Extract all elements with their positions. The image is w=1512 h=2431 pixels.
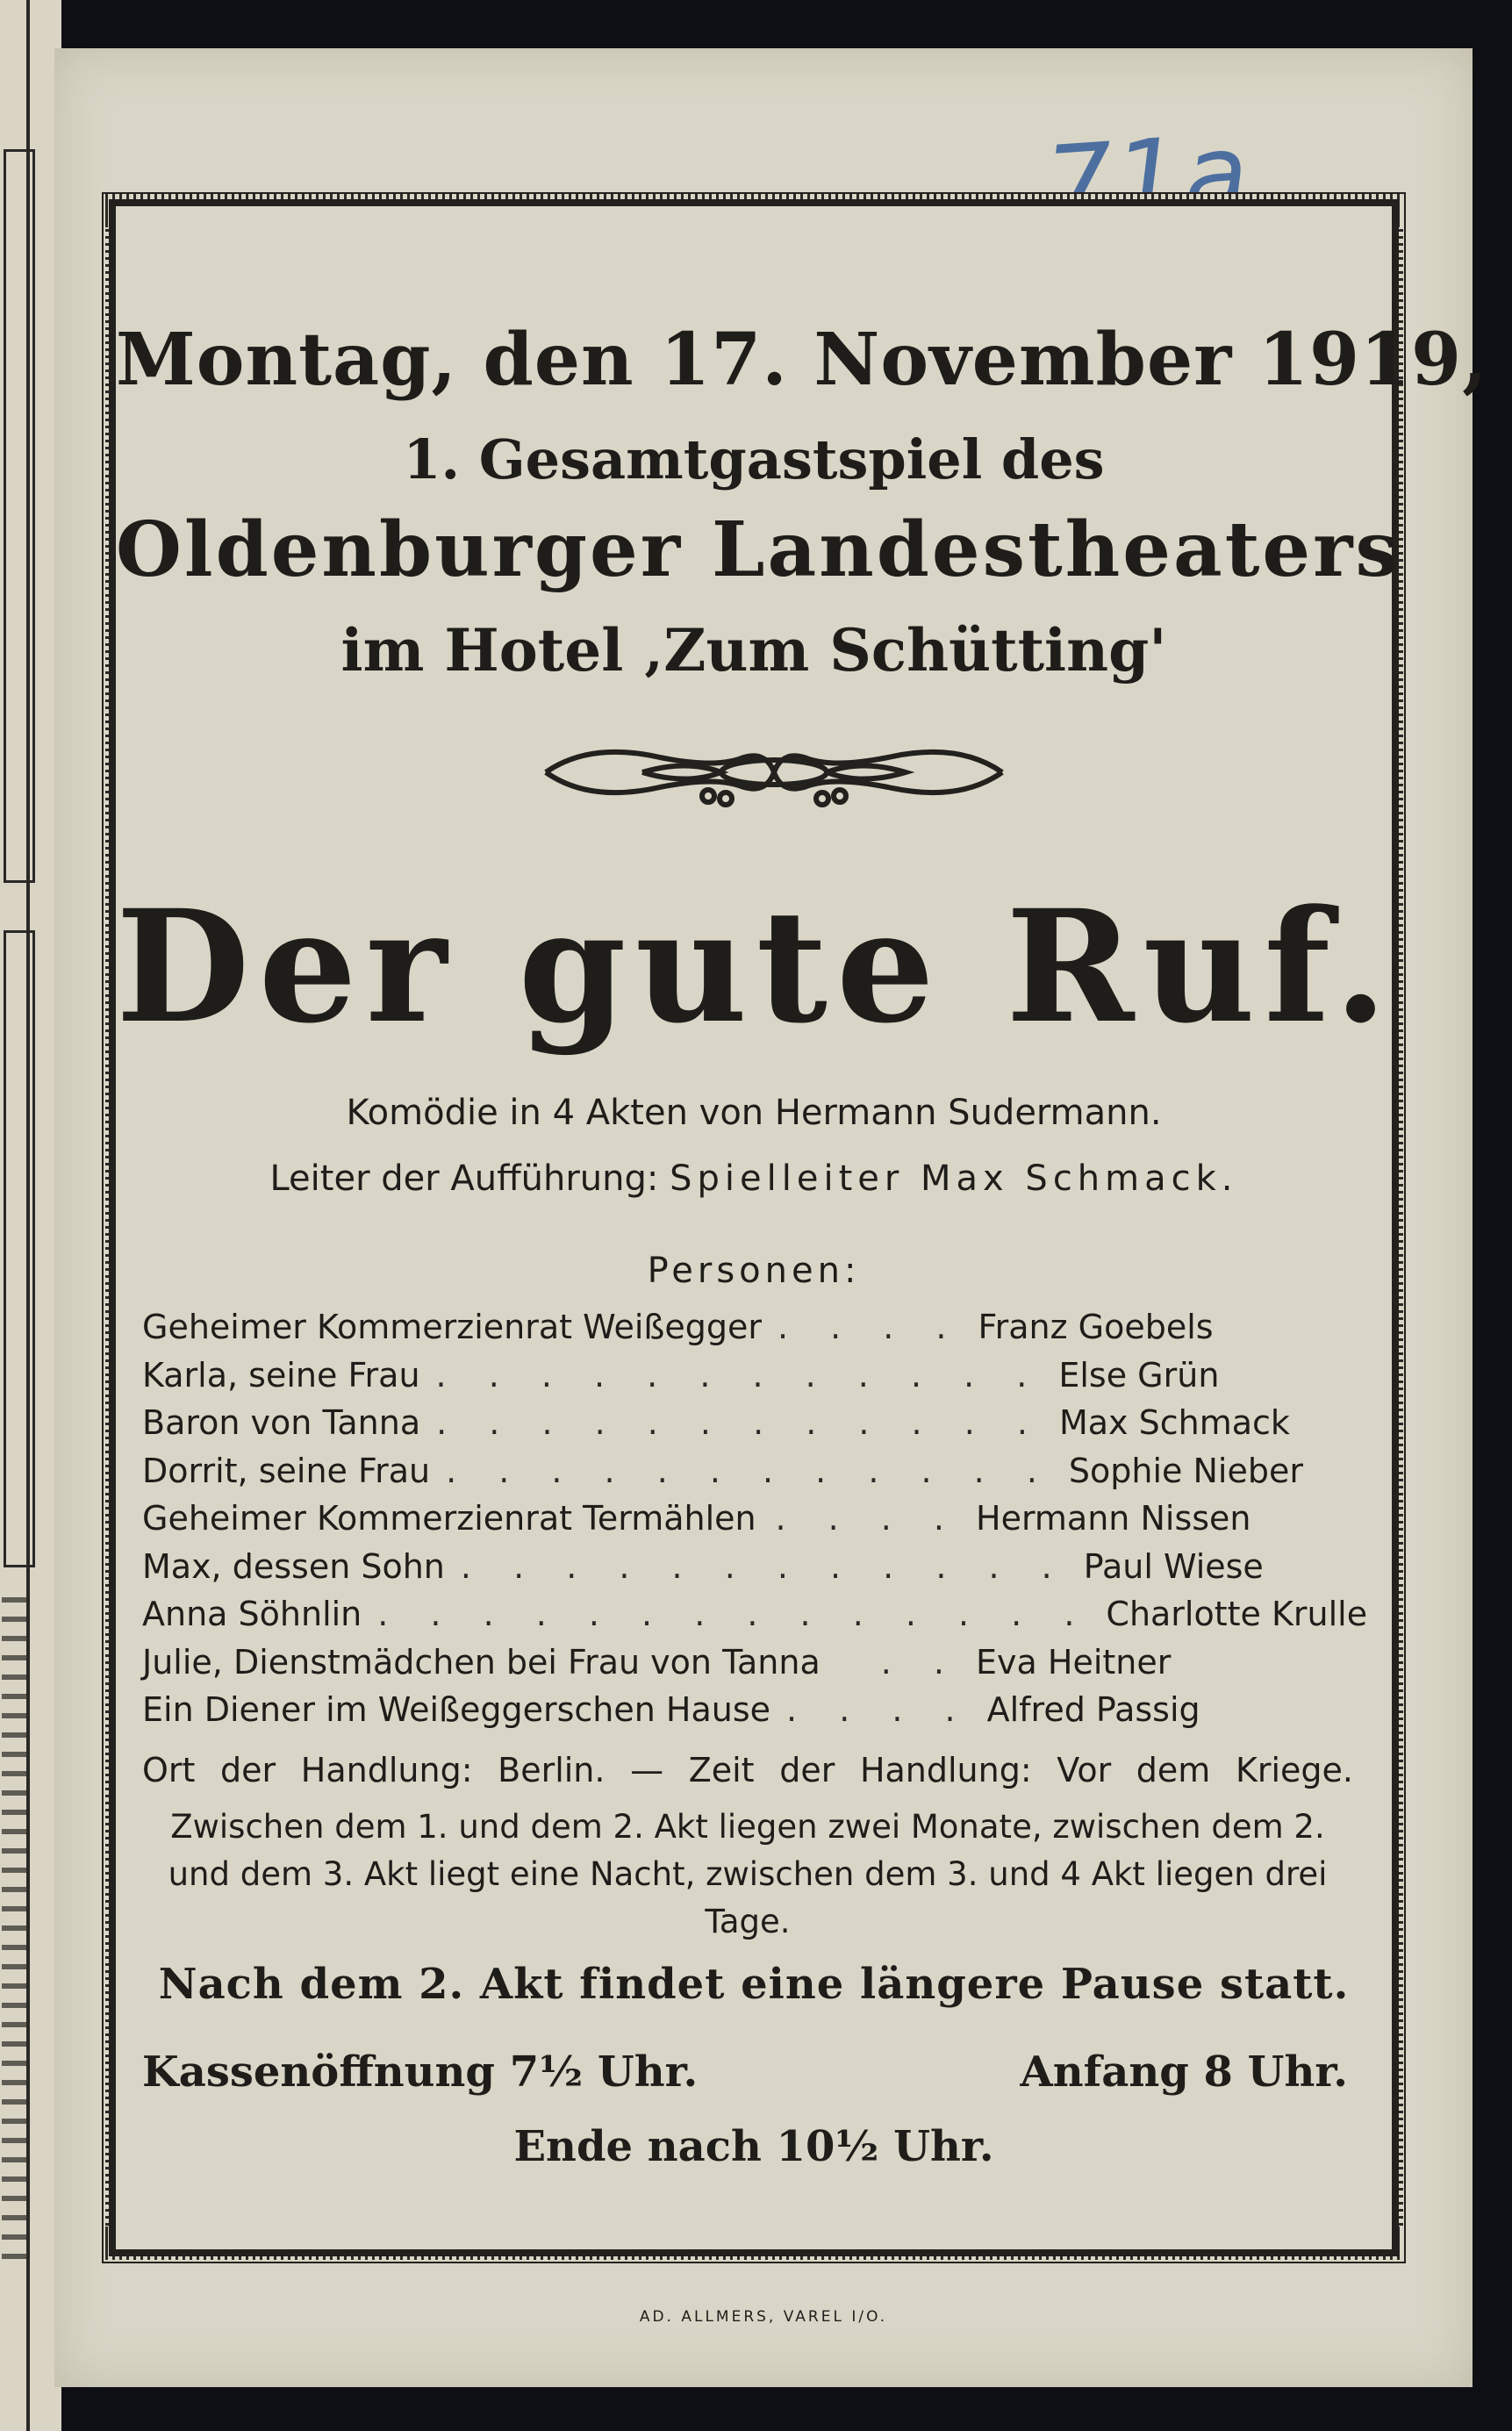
cast-heading: Personen:: [647, 1251, 861, 1291]
leader-dots: . . . . . . . . . . . . . .: [377, 1595, 1091, 1634]
cast-role: Karla, seine Frau: [142, 1355, 420, 1395]
cast-role: Anna Söhnlin: [142, 1595, 362, 1634]
box-office-time: Kassenöffnung 7½ Uhr.: [142, 2047, 699, 2097]
pause-note: Nach dem 2. Akt findet eine längere Pause statt.: [158, 1960, 1350, 2009]
cast-actor: Eva Heitner: [976, 1642, 1172, 1682]
decorative-scroll-icon: [537, 733, 1011, 812]
playbill-page: [54, 48, 1488, 2387]
cast-role: Max, dessen Sohn: [142, 1546, 445, 1586]
adjacent-page-frame: [4, 149, 35, 883]
printer-imprint: AD. ALLMERS, VAREL I/O.: [639, 2308, 888, 2326]
cast-actor: Max Schmack: [1058, 1403, 1290, 1443]
director-value: Spielleiter Max Schmack.: [670, 1158, 1238, 1199]
adjacent-page-ornament: [2, 1597, 30, 2264]
cast-role: Baron von Tanna: [142, 1403, 421, 1443]
cast-row: [142, 1399, 1290, 1447]
venue-line: im Hotel ‚Zum Schütting': [340, 616, 1167, 685]
leader-dots: . . . . . . . . . . . .: [446, 1451, 1053, 1490]
director-line: [116, 1158, 1392, 1199]
adjacent-page-strip: [0, 0, 61, 2431]
inner-frame: [109, 199, 1488, 2256]
start-time: Anfang 8 Uhr.: [1020, 2047, 1348, 2097]
cast-row: [142, 1352, 1283, 1400]
cast-row: [142, 1447, 1303, 1495]
cast-actor: Charlotte Krulle: [1106, 1595, 1368, 1634]
leader-dots: . . . . . . . . . . . .: [460, 1546, 1068, 1586]
cast-row: [142, 1495, 1283, 1543]
cast-row: [142, 1686, 1283, 1734]
cast-row: [142, 1639, 1283, 1687]
leader-dots: . . . .: [775, 1499, 960, 1538]
play-subtitle: Komödie in 4 Akten von Hermann Sudermann.: [346, 1093, 1162, 1133]
cast-row: [142, 1590, 1368, 1639]
theater-name: Oldenburger Landestheaters: [116, 506, 1401, 594]
leader-dots: . . . .: [777, 1308, 963, 1347]
interval-note: Zwischen dem 1. und dem 2. Akt liegen zwei Monate, zwischen dem 2. und dem 3. Akt liegt eine Nacht, zwischen dem 3. und 4 Akt liegen drei Tage.: [168, 1808, 1328, 1940]
cast-role: Ein Diener im Weißeggerschen Hause: [142, 1690, 771, 1730]
end-time: Ende nach 10½ Uhr.: [513, 2122, 994, 2171]
cast-list: [142, 1303, 1368, 1734]
play-title: Der gute Ruf.: [116, 876, 1397, 1058]
leader-dots: . . . .: [786, 1690, 971, 1730]
cast-row: [142, 1303, 1283, 1352]
cast-role: Julie, Dienstmädchen bei Frau von Tanna: [142, 1642, 820, 1682]
cast-actor: Hermann Nissen: [976, 1499, 1251, 1538]
cast-actor: Franz Goebels: [978, 1308, 1214, 1347]
cast-actor: Else Grün: [1058, 1355, 1220, 1395]
performance-date: Montag, den 17. November 1919,: [116, 318, 1488, 402]
leader-dots: . . . . . . . . . . . .: [435, 1355, 1043, 1395]
director-label: Leiter der Aufführung:: [269, 1158, 659, 1199]
cast-role: Geheimer Kommerzienrat Weißegger: [142, 1308, 762, 1347]
setting-line: Ort der Handlung: Berlin. — Zeit der Handlung: Vor dem Kriege.: [142, 1751, 1353, 1789]
playbill-content: [116, 206, 1488, 2249]
cast-actor: Paul Wiese: [1083, 1546, 1264, 1586]
cast-role: Dorrit, seine Frau: [142, 1451, 431, 1490]
leader-dots: . . . . . . . . . . . .: [436, 1403, 1043, 1443]
cast-actor: Sophie Nieber: [1068, 1451, 1303, 1490]
guest-performance-line: 1. Gesamtgastspiel des: [403, 427, 1105, 491]
adjacent-page-frame: [4, 930, 35, 1567]
leader-dots: . .: [880, 1642, 960, 1682]
cast-row: [142, 1543, 1283, 1591]
cast-role: Geheimer Kommerzienrat Termählen: [142, 1499, 756, 1538]
cast-actor: Alfred Passig: [986, 1690, 1200, 1730]
